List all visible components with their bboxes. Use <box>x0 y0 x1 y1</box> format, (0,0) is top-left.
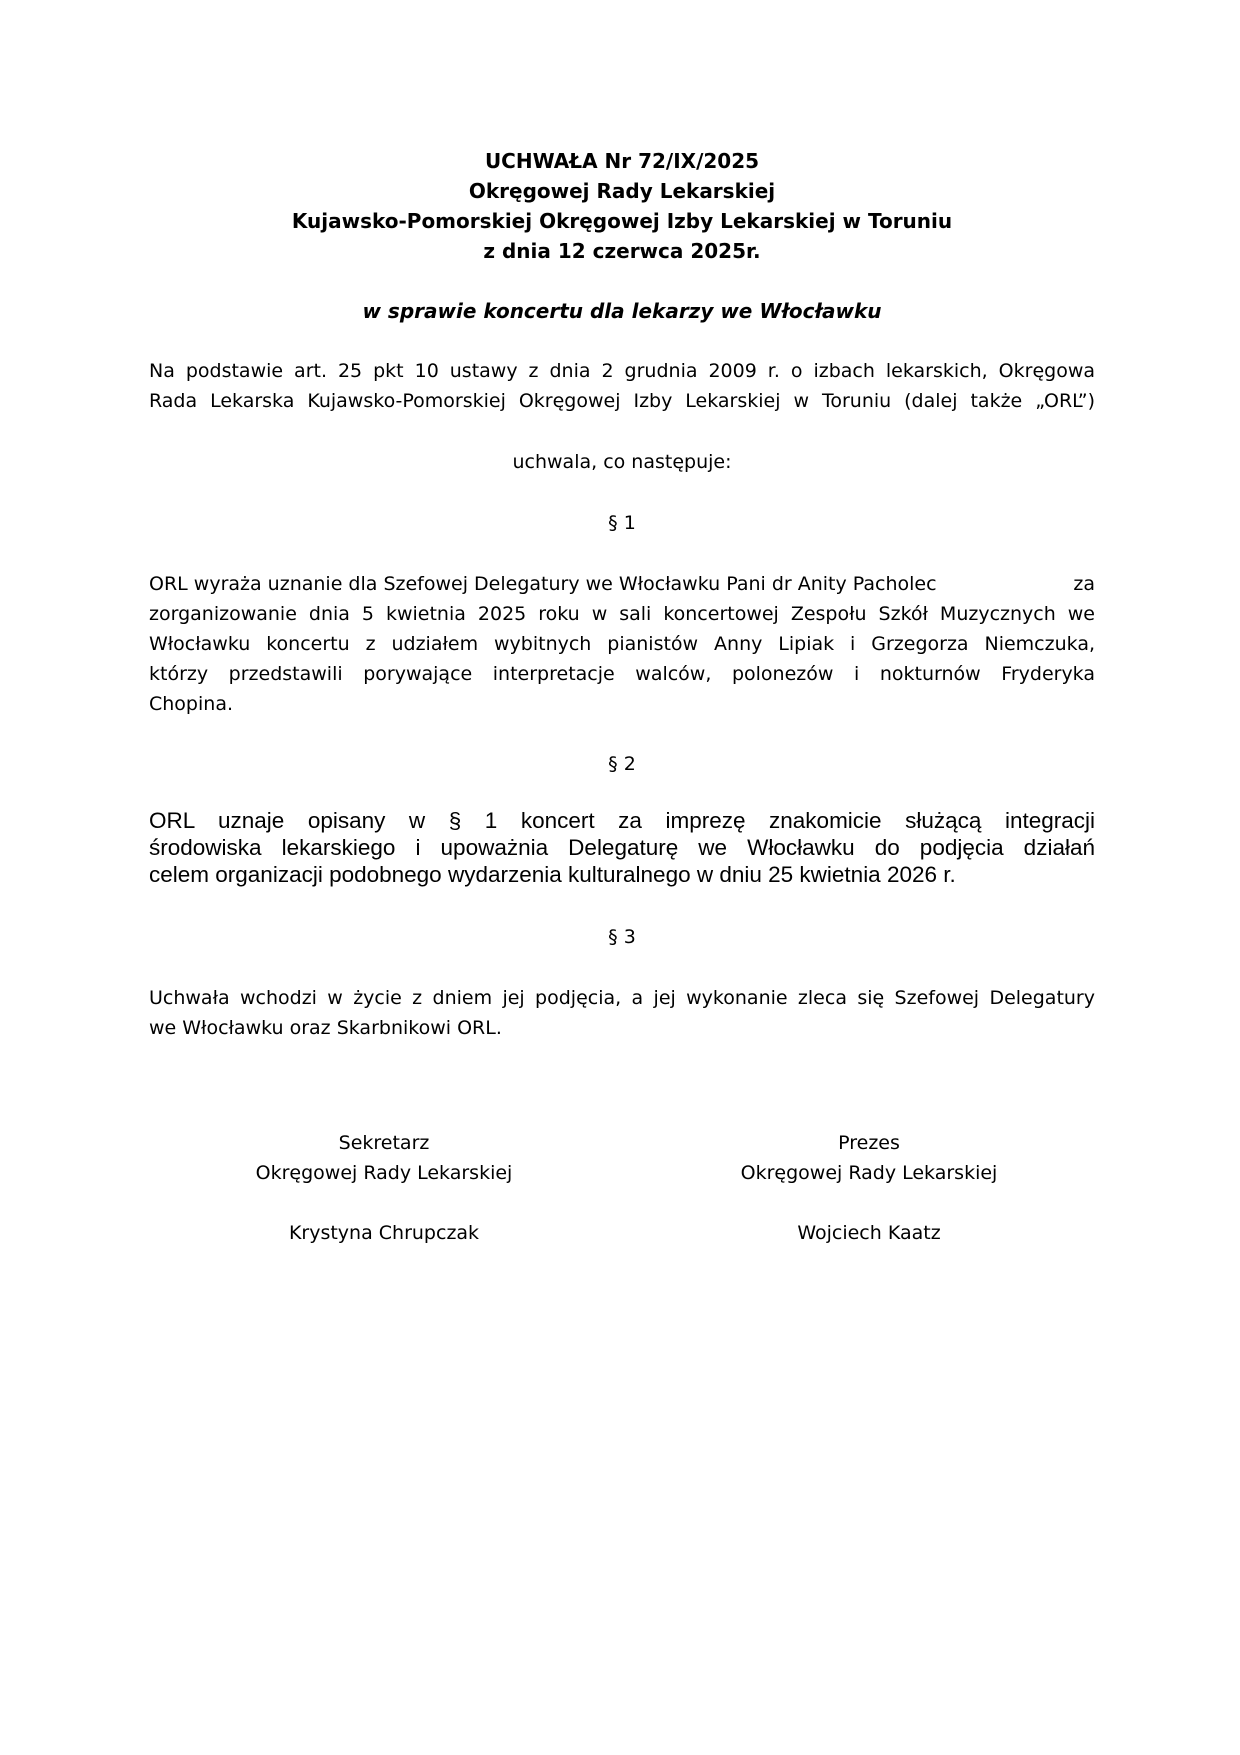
president-signature <box>659 1128 1079 1248</box>
secretary-title: Sekretarz <box>338 1132 430 1154</box>
section-2-symbol: § 2 <box>608 753 636 775</box>
president-title: Prezes <box>838 1132 900 1154</box>
president-name: Wojciech Kaatz <box>797 1222 941 1244</box>
section-1-line: Włocławku koncertu z udziałem wybitnych pianistów Anny Lipiak i Grzegorza Niemczuka, <box>149 633 1095 655</box>
section-2-text <box>149 807 1095 888</box>
section-1-symbol: § 1 <box>608 512 636 534</box>
issuing-body: Okręgowej Rady Lekarskiej <box>468 179 776 203</box>
resolution-date: z dnia 12 czerwca 2025r. <box>483 239 761 263</box>
legal-basis-line: Rada Lekarska Kujawsko-Pomorskiej Okręgowej Izby Lekarskiej w Toruniu (dalej także „ORL”) <box>149 390 1095 412</box>
section-1-line: którzy przedstawili porywające interpretacje walców, polonezów i nokturnów Fryderyka <box>149 663 1095 685</box>
document-content <box>149 146 1095 1043</box>
section-1-line-main: ORL wyraża uznanie dla Szefowej Delegatury we Włocławku Pani dr Anity Pacholec <box>149 573 937 595</box>
resolves-clause: uchwala, co następuje: <box>512 451 732 473</box>
legal-basis-line: Na podstawie art. 25 pkt 10 ustawy z dnia 2 grudnia 2009 r. o izbach lekarskich, Okręgowa <box>149 360 1095 382</box>
section-1-line-end: za <box>1073 573 1095 595</box>
resolution-number: UCHWAŁA Nr 72/IX/2025 <box>484 149 760 173</box>
section-1-line: Chopina. <box>149 693 233 715</box>
resolution-header <box>149 146 1095 266</box>
resolution-subject: w sprawie koncertu dla lekarzy we Włocławku <box>362 299 882 323</box>
secretary-name: Krystyna Chrupczak <box>288 1222 480 1244</box>
section-3-line: we Włocławku oraz Skarbnikowi ORL. <box>149 1017 502 1039</box>
section-3-symbol: § 3 <box>608 926 636 948</box>
section-2-line: celem organizacji podobnego wydarzenia kulturalnego w dniu 25 kwietnia 2026 r. <box>149 862 956 887</box>
section-3-text <box>149 983 1095 1043</box>
president-body: Okręgowej Rady Lekarskiej <box>740 1162 998 1184</box>
section-3-line: Uchwała wchodzi w życie z dniem jej podjęcia, a jej wykonanie zleca się Szefowej Delegatury <box>149 987 1095 1009</box>
legal-basis <box>149 356 1095 416</box>
section-1-line <box>149 569 1095 599</box>
section-1-text <box>149 569 1095 719</box>
issuing-chamber: Kujawsko-Pomorskiej Okręgowej Izby Lekarskiej w Toruniu <box>291 209 953 233</box>
section-2-line: środowiska lekarskiego i upoważnia Delegaturę we Włocławku do podjęcia działań <box>149 835 1095 860</box>
secretary-signature <box>174 1128 594 1248</box>
section-1-line: zorganizowanie dnia 5 kwietnia 2025 roku w sali koncertowej Zespołu Szkół Muzycznych we <box>149 603 1095 625</box>
section-2-line: ORL uznaje opisany w § 1 koncert za imprezę znakomicie służącą integracji <box>149 808 1095 833</box>
secretary-body: Okręgowej Rady Lekarskiej <box>255 1162 513 1184</box>
